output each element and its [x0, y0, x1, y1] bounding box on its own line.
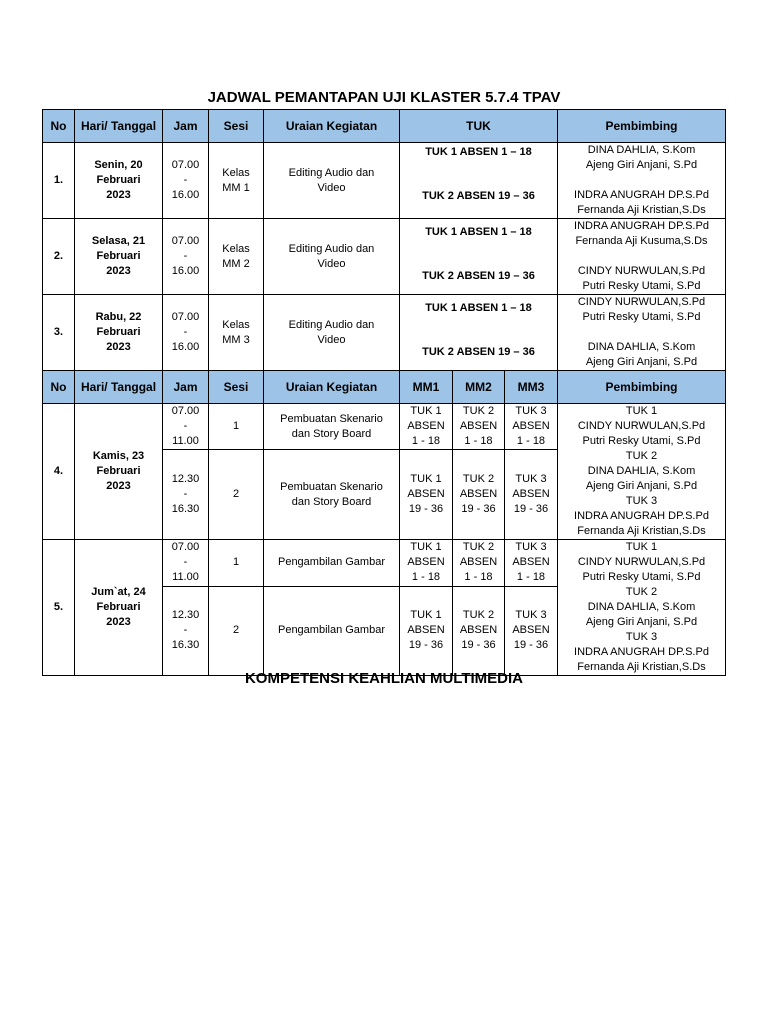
row-sesi: 1 — [209, 404, 264, 450]
row-sesi: Kelas MM 1 — [209, 143, 264, 219]
row-jam: 12.30 - 16.30 — [163, 450, 209, 540]
row-jam: 07.00 - 11.00 — [163, 404, 209, 450]
row-mm3: TUK 3 ABSEN 19 - 36 — [505, 586, 558, 675]
table-row — [43, 404, 726, 450]
row-sesi: 1 — [209, 540, 264, 587]
row-sesi: Kelas MM 3 — [209, 295, 264, 371]
row-tuk: TUK 1 ABSEN 1 – 18 TUK 2 ABSEN 19 – 36 — [400, 219, 558, 295]
header-sesi: Sesi — [209, 110, 264, 143]
header-jam: Jam — [163, 110, 209, 143]
row-jam: 07.00 - 16.00 — [163, 295, 209, 371]
department-footer: KOMPETENSI KEAHLIAN MULTIMEDIA — [244, 670, 524, 687]
header-mm1: MM1 — [400, 371, 453, 404]
row-mm1: TUK 1 ABSEN 19 - 36 — [400, 450, 453, 540]
row-no: 5. — [43, 540, 75, 676]
table-row — [43, 295, 726, 371]
schedule-table — [42, 109, 726, 676]
row-sesi: 2 — [209, 586, 264, 675]
row-date: Jum`at, 24 Februari 2023 — [75, 540, 163, 676]
row-mm3: TUK 3 ABSEN 1 - 18 — [505, 540, 558, 587]
header-mm2: MM2 — [453, 371, 505, 404]
header-tuk: TUK — [400, 110, 558, 143]
row-no: 3. — [43, 295, 75, 371]
row-mm3: TUK 3 ABSEN 19 - 36 — [505, 450, 558, 540]
row-sesi: 2 — [209, 450, 264, 540]
row-uraian: Editing Audio dan Video — [264, 143, 400, 219]
row-no: 1. — [43, 143, 75, 219]
header-no: No — [43, 110, 75, 143]
row-mm1: TUK 1 ABSEN 1 - 18 — [400, 540, 453, 587]
row-mm3: TUK 3 ABSEN 1 - 18 — [505, 404, 558, 450]
header-uraian: Uraian Kegiatan — [264, 371, 400, 404]
row-uraian: Pengambilan Gambar — [264, 586, 400, 675]
row-pembimbing: INDRA ANUGRAH DP.S.Pd Fernanda Aji Kusuma,S.Ds CINDY NURWULAN,S.Pd Putri Resky Utami, S.Pd — [558, 219, 726, 295]
row-jam: 07.00 - 16.00 — [163, 219, 209, 295]
row-uraian: Pembuatan Skenario dan Story Board — [264, 450, 400, 540]
row-jam: 07.00 - 11.00 — [163, 540, 209, 587]
row-pembimbing: DINA DAHLIA, S.Kom Ajeng Giri Anjani, S.Pd INDRA ANUGRAH DP.S.Pd Fernanda Aji Kristian,S.Ds — [558, 143, 726, 219]
row-date: Rabu, 22 Februari 2023 — [75, 295, 163, 371]
row-date: Kamis, 23 Februari 2023 — [75, 404, 163, 540]
table-header-2 — [43, 371, 726, 404]
header-pembimbing: Pembimbing — [558, 110, 726, 143]
row-tuk: TUK 1 ABSEN 1 – 18 TUK 2 ABSEN 19 – 36 — [400, 143, 558, 219]
header-mm3: MM3 — [505, 371, 558, 404]
row-uraian: Pengambilan Gambar — [264, 540, 400, 587]
row-date: Senin, 20 Februari 2023 — [75, 143, 163, 219]
row-sesi: Kelas MM 2 — [209, 219, 264, 295]
table-row — [43, 219, 726, 295]
row-no: 4. — [43, 404, 75, 540]
table-header — [43, 110, 726, 143]
row-pembimbing: CINDY NURWULAN,S.Pd Putri Resky Utami, S.Pd DINA DAHLIA, S.Kom Ajeng Giri Anjani, S.Pd — [558, 295, 726, 371]
row-mm2: TUK 2 ABSEN 1 - 18 — [453, 540, 505, 587]
header-hari-tanggal: Hari/ Tanggal — [75, 371, 163, 404]
row-mm1: TUK 1 ABSEN 19 - 36 — [400, 586, 453, 675]
header-jam: Jam — [163, 371, 209, 404]
row-jam: 12.30 - 16.30 — [163, 586, 209, 675]
table-row — [43, 540, 726, 587]
row-tuk: TUK 1 ABSEN 1 – 18 TUK 2 ABSEN 19 – 36 — [400, 295, 558, 371]
row-jam: 07.00 - 16.00 — [163, 143, 209, 219]
row-uraian: Editing Audio dan Video — [264, 295, 400, 371]
row-mm2: TUK 2 ABSEN 1 - 18 — [453, 404, 505, 450]
row-mm1: TUK 1 ABSEN 1 - 18 — [400, 404, 453, 450]
header-sesi: Sesi — [209, 371, 264, 404]
header-no: No — [43, 371, 75, 404]
document-title: JADWAL PEMANTAPAN UJI KLASTER 5.7.4 TPAV — [207, 89, 561, 106]
row-mm2: TUK 2 ABSEN 19 - 36 — [453, 586, 505, 675]
row-pembimbing: TUK 1 CINDY NURWULAN,S.Pd Putri Resky Utami, S.Pd TUK 2 DINA DAHLIA, S.Kom Ajeng Giri Anjani, S.Pd TUK 3 INDRA ANUGRAH DP.S.Pd Fernanda Aji Kristian,S.Ds — [558, 404, 726, 540]
row-mm2: TUK 2 ABSEN 19 - 36 — [453, 450, 505, 540]
row-pembimbing: TUK 1 CINDY NURWULAN,S.Pd Putri Resky Utami, S.Pd TUK 2 DINA DAHLIA, S.Kom Ajeng Giri Anjani, S.Pd TUK 3 INDRA ANUGRAH DP.S.Pd Fernanda Aji Kristian,S.Ds — [558, 540, 726, 676]
row-no: 2. — [43, 219, 75, 295]
header-uraian: Uraian Kegiatan — [264, 110, 400, 143]
row-date: Selasa, 21 Februari 2023 — [75, 219, 163, 295]
row-uraian: Editing Audio dan Video — [264, 219, 400, 295]
header-hari-tanggal: Hari/ Tanggal — [75, 110, 163, 143]
header-pembimbing: Pembimbing — [558, 371, 726, 404]
row-uraian: Pembuatan Skenario dan Story Board — [264, 404, 400, 450]
table-row — [43, 143, 726, 219]
